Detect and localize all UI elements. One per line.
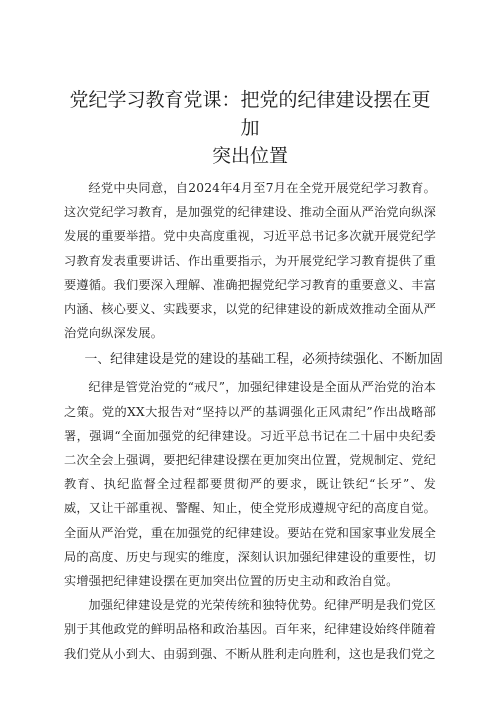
intro-paragraph: 经党中央同意，自2024年4月至7月在全党开展党纪学习教育。这次党纪学习教育，是加强党的纪律建设、推动全面从严治党向纵深发展的重要举措。党中央高度重视，习近平总书记多次就开展党纪学习教育发表重要讲话、作出重要指示，为开展党纪学习教育提供了重要遵循。我们要深入理解、准确把握党纪学习教育的重要意义、丰富内涵、核心要义、实践要求，以党的纪律建设的新成效推动全面从严治党向纵深发展。 [64,181,436,341]
document-title-line-2: 突出位置 [211,145,288,167]
document-title-line-1: 党纪学习教育党课：把党的纪律建设摆在更加 [69,89,431,139]
section-heading-1: 一、纪律建设是党的建设的基础工程，必须持续强化、不断加固 [84,352,443,368]
body-paragraph-2: 加强纪律建设是党的光荣传统和独特优势。纪律严明是我们党区别于其他政党的鲜明品格和政治基因。百年来，纪律建设始终伴随着我们党从小到大、由弱到强、不断从胜利走向胜利，这也是我们党之 [64,598,436,661]
body-paragraph-1: 纪律是管党治党的“戒尺”，加强纪律建设是全面从严治党的治本之策。党的XX大报告对“坚持以严的基调强化正风肃纪”作出战略部署，强调“全面加强党的纪律建设。习近平总书记在二十届中央纪委二次全会上强调，要把纪律建设摆在更加突出位置，党规制定、党纪教育、执纪监督全过程都要贯彻严的要求，既让铁纪“长牙”、发威，又让干部重视、警醒、知止，使全党形成遵规守纪的高度自觉。全面从严治党，重在加强党的纪律建设。要站在党和国家事业发展全局的高度、历史与现实的维度，深刻认识加强纪律建设的重要性，切实增强把纪律建设摆在更加突出位置的历史主动和政治自觉。 [64,380,436,589]
document-title [64,86,436,170]
